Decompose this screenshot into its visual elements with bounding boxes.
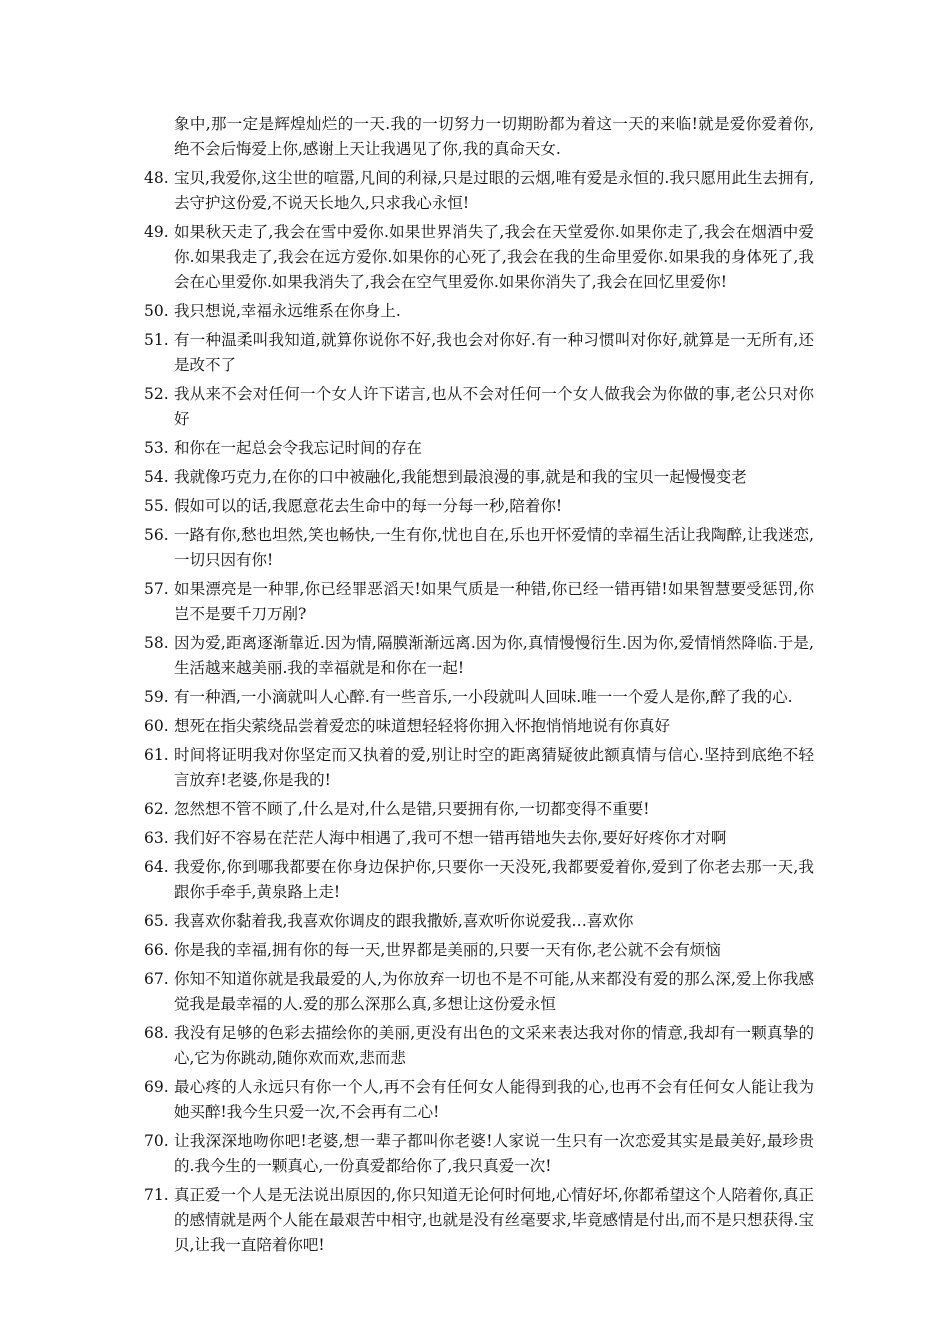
list-item-text: 你知不知道你就是我最爱的人,为你放弃一切也不是不可能,从来都没有爱的那么深,爱上你我感觉我是最幸福的人.爱的那么深那么真,多想让这份爱永恒	[174, 970, 814, 1013]
list-item-number: 48.	[144, 169, 169, 187]
list-item-number: 58.	[144, 634, 169, 652]
list-item	[144, 328, 814, 378]
list-item-text: 你是我的幸福,拥有你的每一天,世界都是美丽的,只要一天有你,老公就不会有烦恼	[174, 941, 721, 959]
list-item	[144, 855, 814, 905]
list-item-text: 我就像巧克力,在你的口中被融化,我能想到最浪漫的事,就是和我的宝贝一起慢慢变老	[174, 468, 747, 486]
list-item-number: 67.	[144, 970, 169, 988]
list-item	[144, 967, 814, 1017]
list-item-text: 我喜欢你黏着我,我喜欢你调皮的跟我撒娇,喜欢听你说爱我…喜欢你	[174, 912, 634, 930]
list-item-number: 64.	[144, 858, 169, 876]
list-item-text: 我从来不会对任何一个女人许下诺言,也从不会对任何一个女人做我会为你做的事,老公只对你好	[174, 385, 814, 428]
list-item-number: 65.	[144, 912, 169, 930]
list-item-text: 有一种酒,一小滴就叫人心醉.有一些音乐,一小段就叫人回味.唯一一个爱人是你,醉了我的心.	[174, 688, 793, 706]
list-item	[144, 714, 814, 739]
list-item-text: 让我深深地吻你吧!老婆,想一辈子都叫你老婆!人家说一生只有一次恋爱其实是最美好,最珍贵的.我今生的一颗真心,一份真爱都给你了,我只真爱一次!	[174, 1132, 814, 1175]
list-item	[144, 1021, 814, 1071]
list-item-text: 和你在一起总会令我忘记时间的存在	[174, 439, 423, 457]
list-item-text: 如果漂亮是一种罪,你已经罪恶滔天!如果气质是一种错,你已经一错再错!如果智慧要受惩罚,你岂不是要千刀万剐?	[174, 580, 814, 623]
list-item	[144, 382, 814, 432]
list-item-number: 52.	[144, 385, 169, 403]
list-item-number: 71.	[144, 1186, 169, 1204]
continued-paragraph: 象中,那一定是辉煌灿烂的一天.我的一切努力一切期盼都为着这一天的来临!就是爱你爱着你,绝不会后悔爱上你,感谢上天让我遇见了你,我的真命天女.	[174, 115, 814, 158]
list-item-number: 51.	[144, 331, 169, 349]
list-item	[144, 220, 814, 295]
list-item-number: 63.	[144, 829, 169, 847]
document-body	[144, 112, 814, 1262]
list-item-number: 70.	[144, 1132, 169, 1150]
list-item-number: 61.	[144, 746, 169, 764]
list-item-number: 56.	[144, 526, 169, 544]
list-item-text: 我们好不容易在茫茫人海中相遇了,我可不想一错再错地失去你,要好好疼你才对啊	[174, 829, 727, 847]
list-item-text: 忽然想不管不顾了,什么是对,什么是错,只要拥有你,一切都变得不重要!	[174, 800, 650, 818]
list-item	[144, 743, 814, 793]
list-item	[144, 938, 814, 963]
list-item	[144, 797, 814, 822]
list-item-text: 真正爱一个人是无法说出原因的,你只知道无论何时何地,心情好坏,你都希望这个人陪着你,真正的感情就是两个人能在最艰苦中相守,也就是没有丝毫要求,毕竟感情是付出,而不是只想获得.宝贝,让我一直陪着你吧!	[174, 1186, 814, 1254]
list-item	[144, 909, 814, 934]
list-item-number: 50.	[144, 302, 169, 320]
list-item-number: 57.	[144, 580, 169, 598]
numbered-list	[144, 166, 814, 1258]
list-item-number: 69.	[144, 1078, 169, 1096]
list-item-text: 因为爱,距离逐渐靠近.因为情,隔膜渐渐远离.因为你,真情慢慢衍生.因为你,爱情悄然降临.于是,生活越来越美丽.我的幸福就是和你在一起!	[174, 634, 814, 677]
list-item-text: 时间将证明我对你坚定而又执着的爱,别让时空的距离猜疑彼此额真情与信心.坚持到底绝不轻言放弃!老婆,你是我的!	[174, 746, 814, 789]
list-item-number: 55.	[144, 497, 169, 515]
list-item	[144, 299, 814, 324]
list-item-text: 一路有你,愁也坦然,笑也畅快,一生有你,忧也自在,乐也开怀爱情的幸福生活让我陶醉,让我迷恋,一切只因有你!	[174, 526, 814, 569]
list-item	[144, 494, 814, 519]
list-item	[144, 631, 814, 681]
list-item-text: 有一种温柔叫我知道,就算你说你不好,我也会对你好.有一种习惯叫对你好,就算是一无所有,还是改不了	[174, 331, 814, 374]
list-item-text: 最心疼的人永远只有你一个人,再不会有任何女人能得到我的心,也再不会有任何女人能让我为她买醉!我今生只爱一次,不会再有二心!	[174, 1078, 814, 1121]
list-item-number: 59.	[144, 688, 169, 706]
list-item	[144, 465, 814, 490]
list-item-text: 我没有足够的色彩去描绘你的美丽,更没有出色的文采来表达我对你的情意,我却有一颗真挚的心,它为你跳动,随你欢而欢,悲而悲	[174, 1024, 814, 1067]
list-item-text: 假如可以的话,我愿意花去生命中的每一分每一秒,陪着你!	[174, 497, 563, 515]
list-item-number: 53.	[144, 439, 169, 457]
list-item-number: 66.	[144, 941, 169, 959]
list-item	[144, 826, 814, 851]
list-item-number: 60.	[144, 717, 169, 735]
list-item-text: 如果秋天走了,我会在雪中爱你.如果世界消失了,我会在天堂爱你.如果你走了,我会在烟酒中爱你.如果我走了,我会在远方爱你.如果你的心死了,我会在我的生命里爱你.如果我的身体死了,我会在心里爱你.如果我消失了,我会在空气里爱你.如果你消失了,我会在回忆里爱你!	[174, 223, 814, 291]
list-item-text: 我爱你,你到哪我都要在你身边保护你,只要你一天没死,我都要爱着你,爱到了你老去那一天,我跟你手牵手,黄泉路上走!	[174, 858, 814, 901]
list-item	[144, 436, 814, 461]
list-item-text: 我只想说,幸福永远维系在你身上.	[174, 302, 401, 320]
list-item	[144, 1183, 814, 1258]
list-item	[144, 1129, 814, 1179]
list-item	[144, 685, 814, 710]
list-item-number: 54.	[144, 468, 169, 486]
list-item	[144, 1075, 814, 1125]
list-item	[144, 166, 814, 216]
list-item-number: 49.	[144, 223, 169, 241]
list-item-text: 想死在指尖萦绕品尝着爱恋的味道想轻轻将你拥入怀抱悄悄地说有你真好	[174, 717, 671, 735]
list-item-text: 宝贝,我爱你,这尘世的喧嚣,凡间的利禄,只是过眼的云烟,唯有爱是永恒的.我只愿用此生去拥有,去守护这份爱,不说天长地久,只求我心永恒!	[174, 169, 814, 212]
list-item-number: 68.	[144, 1024, 169, 1042]
list-item	[144, 523, 814, 573]
list-item	[144, 577, 814, 627]
list-item-number: 62.	[144, 800, 169, 818]
